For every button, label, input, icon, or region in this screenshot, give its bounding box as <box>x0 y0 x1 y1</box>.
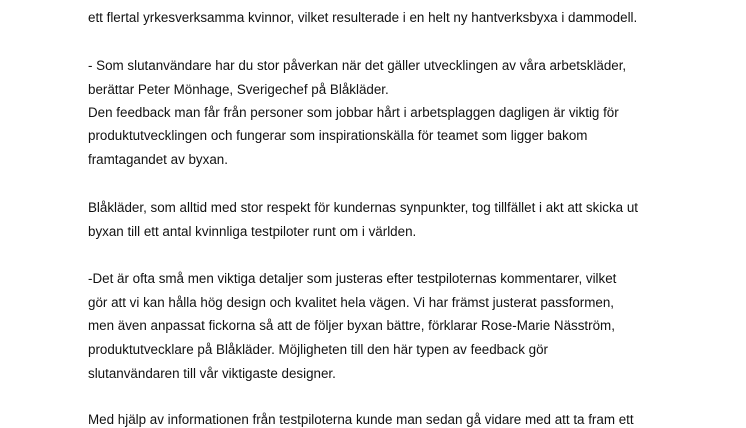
text-line: slutanvändaren till vår viktigaste designer. <box>88 366 336 381</box>
text-line: Med hjälp av informationen från testpiloterna kunde man sedan gå vidare med att ta fram ett <box>88 412 634 427</box>
text-line: Den feedback man får från personer som jobbar hårt i arbetsplaggen dagligen är viktig för <box>88 105 619 120</box>
text-line: framtagandet av byxan. <box>88 152 228 167</box>
text-line: produktutvecklare på Blåkläder. Möjligheten till den här typen av feedback gör <box>88 342 549 357</box>
text-line: men även anpassat fickorna så att de följer byxan bättre, förklarar Rose-Marie Näsström, <box>88 318 615 333</box>
text-line: Blåkläder, som alltid med stor respekt för kundernas synpunkter, tog tillfället i akt att skicka ut <box>88 200 639 215</box>
text-line: - Som slutanvändare har du stor påverkan när det gäller utvecklingen av våra arbetskläder, <box>88 58 627 73</box>
text-line: byxan till ett antal kvinnliga testpiloter runt om i världen. <box>88 224 417 239</box>
text-line: produktutvecklingen och fungerar som inspirationskälla för teamet som ligger bakom <box>88 128 588 143</box>
text-line: -Det är ofta små men viktiga detaljer som justeras efter testpiloternas kommentarer, vilket <box>88 271 617 286</box>
text-line: gör att vi kan hålla hög design och kvalitet hela vägen. Vi har främst justerat passformen, <box>88 295 614 310</box>
text-line: ett flertal yrkesverksamma kvinnor, vilket resulterade i en helt ny hantverksbyxa i dammodell. <box>88 10 638 25</box>
text-line: berättar Peter Mönhage, Sverigechef på Blåkläder. <box>88 82 389 97</box>
